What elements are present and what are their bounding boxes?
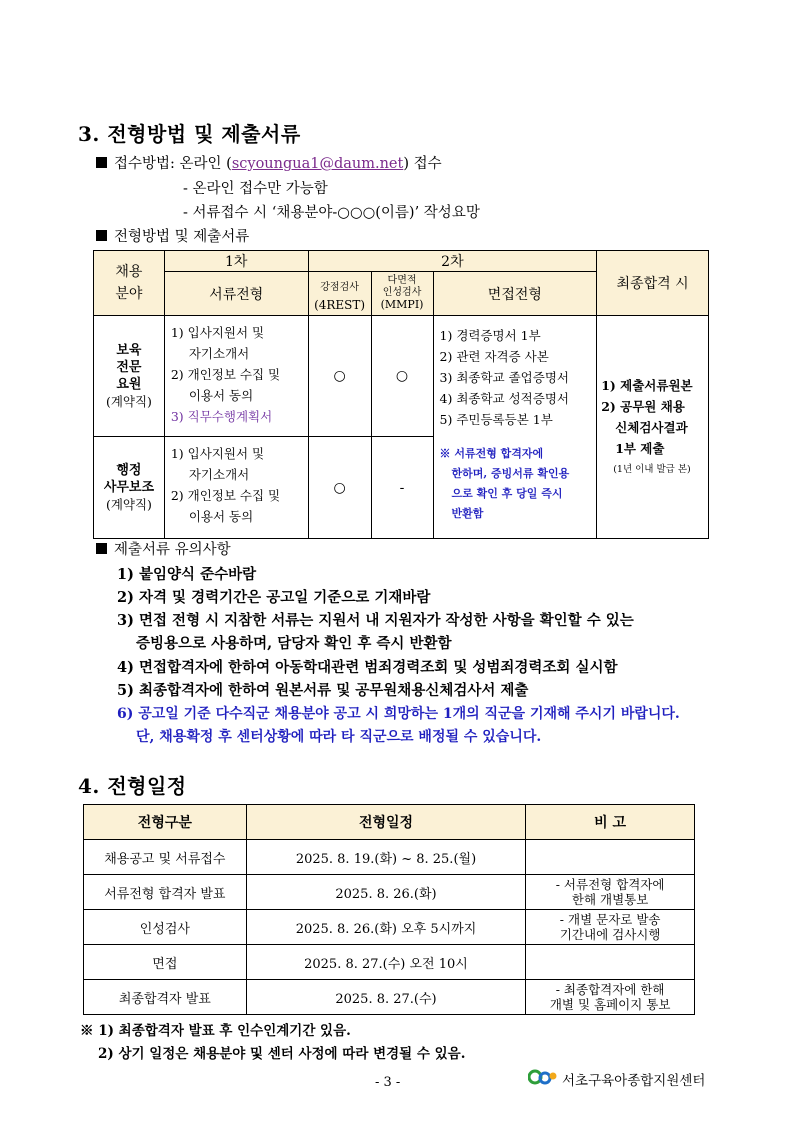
row-childcare-expert: 보육 전문 요원 (계약직) xyxy=(94,316,165,437)
header-docs: 서류전형 xyxy=(164,272,308,316)
row-admin-assistant: 행정 사무보조 (계약직) xyxy=(94,437,165,539)
apply-email-link[interactable]: scyoungua1@daum.net xyxy=(231,156,404,172)
caution-item: 2) 자격 및 경력기간은 공고일 기준으로 기재바람 xyxy=(117,589,431,606)
section3-title: 3. 전형방법 및 제출서류 xyxy=(78,122,301,146)
row2-doc-list: 1) 입사지원서 및 자기소개서 2) 개인정보 수집 및 이용서 동의 xyxy=(164,437,308,539)
row2-aptitude-mark: ○ xyxy=(308,437,371,539)
schedule-header-date: 전형일정 xyxy=(246,805,526,840)
caution-item: 4) 면접합격자에 한하여 아동학대관련 범죄경력조회 및 성범죄경력조회 실시함 xyxy=(117,659,618,676)
schedule-footnote-2: 2) 상기 일정은 채용분야 및 센터 사정에 따라 변경될 수 있음. xyxy=(98,1046,466,1062)
caution-item: 1) 붙임양식 준수바람 xyxy=(117,566,257,583)
header-interview: 면접전형 xyxy=(433,272,597,316)
schedule-header-stage: 전형구분 xyxy=(84,805,247,840)
row1-aptitude-mark: ○ xyxy=(308,316,371,437)
apply-method: 접수방법: 온라인 (scyoungua1@daum.net) 접수 xyxy=(96,152,442,173)
org-logo-icon xyxy=(528,1067,558,1091)
caution-item: 3) 면접 전형 시 지참한 서류는 지원서 내 지원자가 작성한 사항을 확인할 수 있는 xyxy=(117,612,634,629)
interview-notice: ※ 서류전형 합격자에 한하며, 증빙서류 확인용 으로 확인 후 당일 즉시 반환함 xyxy=(439,447,570,520)
method-table xyxy=(93,250,709,539)
row1-personality-mark: ○ xyxy=(371,316,433,437)
caution-heading: 제출서류 유의사항 xyxy=(96,538,231,559)
caution-item: 증빙용으로 사용하며, 담당자 확인 후 즉시 반환함 xyxy=(136,635,452,652)
table-row: 최종합격자 발표 2025. 8. 27.(수) - 최종합격자에 한해 개별 및 홈페이지 통보 xyxy=(84,980,695,1015)
schedule-table xyxy=(83,804,695,1015)
square-bullet-icon xyxy=(96,543,107,554)
row2-personality-mark: - xyxy=(371,437,433,539)
page-number: - 3 - xyxy=(375,1075,401,1090)
caution-item: 5) 최종합격자에 한하여 원본서류 및 공무원채용신체검사서 제출 xyxy=(117,682,529,699)
header-round1: 1차 xyxy=(164,251,308,272)
row1-doc-list: 1) 입사지원서 및 자기소개서 2) 개인정보 수집 및 이용서 동의 3) 직무수행계획서 xyxy=(164,316,308,437)
final-doc-list: 1) 제출서류원본 2) 공무원 채용 신체검사결과 1부 제출 (1년 이내 발급 본) xyxy=(597,316,709,539)
table-row: 서류전형 합격자 발표 2025. 8. 26.(화) - 서류전형 합격자에 한해 개별통보 xyxy=(84,875,695,910)
schedule-header-note: 비 고 xyxy=(526,805,695,840)
table-row: 인성검사 2025. 8. 26.(화) 오후 5시까지 - 개별 문자로 발송 기간내에 검사시행 xyxy=(84,910,695,945)
footer-org: 서초구육아종합지원센터 xyxy=(528,1067,705,1091)
table-row: 면접 2025. 8. 27.(수) 오전 10시 xyxy=(84,945,695,980)
table-row: 채용공고 및 서류접수 2025. 8. 19.(화) ~ 8. 25.(월) xyxy=(84,840,695,875)
square-bullet-icon xyxy=(96,157,107,168)
header-personality: 다면적 인성검사 (MMPI) xyxy=(371,272,433,316)
square-bullet-icon xyxy=(96,230,107,241)
section4-title: 4. 전형일정 xyxy=(78,774,187,798)
schedule-footnote-1: ※ 1) 최종합격자 발표 후 인수인계기간 있음. xyxy=(80,1023,351,1039)
caution-item: 6) 공고일 기준 다수직군 채용분야 공고 시 희망하는 1개의 직군을 기재해 주시기 바랍니다. xyxy=(117,706,680,722)
apply-note-2: - 서류접수 시 ‘채용분야-○○○(이름)’ 작성요망 xyxy=(183,205,480,221)
apply-note-1: - 온라인 접수만 가능함 xyxy=(183,181,328,197)
header-round2: 2차 xyxy=(308,251,597,272)
header-aptitude: 강점검사 (4REST) xyxy=(308,272,371,316)
header-field: 채용 분야 xyxy=(94,251,165,316)
interview-doc-list: 1) 경력증명서 1부 2) 관련 자격증 사본 3) 최종학교 졸업증명서 4) 최종학교 성적증명서 5) 주민등록등본 1부 ※ 서류전형 합격자에 한하며, 증빙서류 확인용 으로 확인 후 당일 즉시 반환함 xyxy=(433,316,597,539)
header-final: 최종합격 시 xyxy=(597,251,709,316)
caution-item: 단, 채용확정 후 센터상황에 따라 타 직군으로 배정될 수 있습니다. xyxy=(136,729,542,745)
method-heading: 전형방법 및 제출서류 xyxy=(96,225,249,246)
